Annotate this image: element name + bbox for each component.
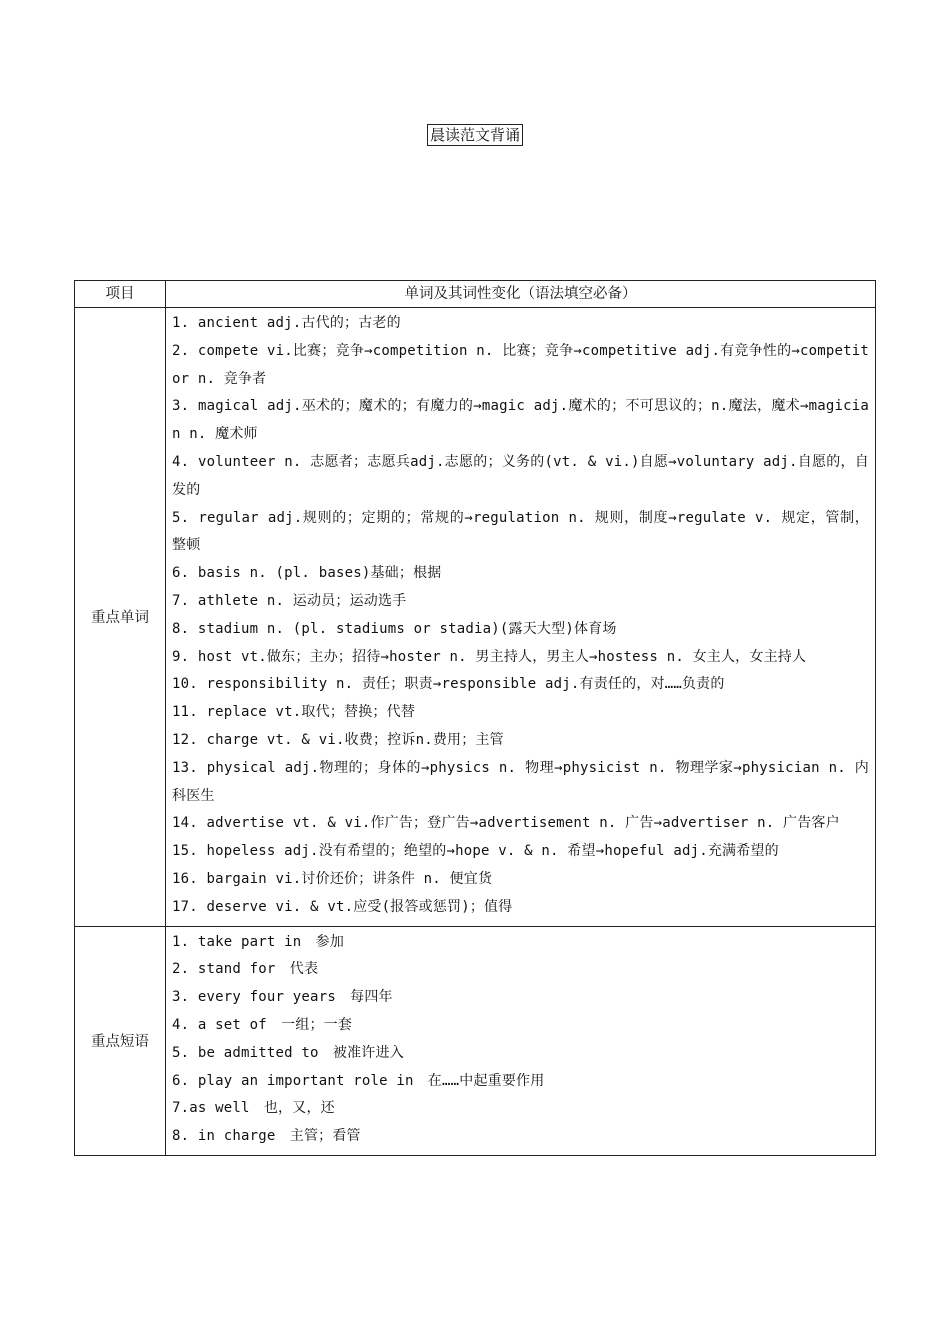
key-phrases-list: [166, 926, 876, 1155]
list-item: 16. bargain vi.讨价还价；讲条件 n. 便宜货: [172, 870, 493, 887]
list-item: 1. take part in 参加: [172, 933, 345, 950]
list-item: 6. basis n. (pl. bases)基础；根据: [172, 565, 442, 582]
list-item: 3. magical adj.巫术的；魔术的；有魔力的→magic adj.魔术的；不可思议的；n.魔法，魔术→magician n. 魔术师: [172, 398, 869, 443]
page-title-wrap: [0, 124, 950, 146]
table-row-key-words: [75, 308, 876, 927]
header-words: 单词及其词性变化（语法填空必备）: [166, 281, 876, 308]
list-item: 4. volunteer n. 志愿者；志愿兵adj.志愿的；义务的(vt. & vi.)自愿→voluntary adj.自愿的，自发的: [172, 453, 869, 498]
list-item: 3. every four years 每四年: [172, 989, 393, 1006]
list-item: 9. host vt.做东；主办；招待→hoster n. 男主持人，男主人→hostess n. 女主人，女主持人: [172, 648, 807, 665]
list-item: 8. stadium n. (pl. stadiums or stadia)(露天大型)体育场: [172, 620, 617, 637]
list-item: 17. deserve vi. & vt.应受(报答或惩罚)；值得: [172, 898, 513, 915]
table-header-row: [75, 281, 876, 308]
header-item: 项目: [75, 281, 166, 308]
table-row-key-phrases: [75, 926, 876, 1155]
list-item: 4. a set of 一组；一套: [172, 1016, 353, 1033]
list-item: 8. in charge 主管；看管: [172, 1128, 361, 1145]
page-title: 晨读范文背诵: [427, 124, 523, 146]
list-item: 5. regular adj.规则的；定期的；常规的→regulation n. 规则，制度→regulate v. 规定，管制，整顿: [172, 509, 869, 554]
section-label-key-words: 重点单词: [75, 308, 166, 927]
list-item: 5. be admitted to 被准许进入: [172, 1044, 404, 1061]
list-item: 7.as well 也，又，还: [172, 1100, 335, 1117]
key-words-list: [166, 308, 876, 927]
list-item: 13. physical adj.物理的；身体的→physics n. 物理→physicist n. 物理学家→physician n. 内科医生: [172, 759, 869, 804]
list-item: 1. ancient adj.古代的；古老的: [172, 315, 401, 331]
list-item: 2. stand for 代表: [172, 961, 319, 978]
list-item: 10. responsibility n. 责任；职责→responsible adj.有责任的，对……负责的: [172, 676, 725, 693]
list-item: 11. replace vt.取代；替换；代替: [172, 704, 416, 721]
list-item: 14. advertise vt. & vi.作广告；登广告→advertisement n. 广告→advertiser n. 广告客户: [172, 815, 840, 832]
section-label-key-phrases: 重点短语: [75, 926, 166, 1155]
list-item: 7. athlete n. 运动员；运动选手: [172, 592, 407, 609]
list-item: 15. hopeless adj.没有希望的；绝望的→hope v. & n. 希望→hopeful adj.充满希望的: [172, 843, 779, 860]
vocabulary-table: [74, 280, 876, 1156]
list-item: 12. charge vt. & vi.收费；控诉n.费用；主管: [172, 731, 504, 748]
list-item: 6. play an important role in 在……中起重要作用: [172, 1072, 545, 1089]
list-item: 2. compete vi.比赛；竞争→competition n. 比赛；竞争→competitive adj.有竞争性的→competitor n. 竞争者: [172, 342, 869, 387]
